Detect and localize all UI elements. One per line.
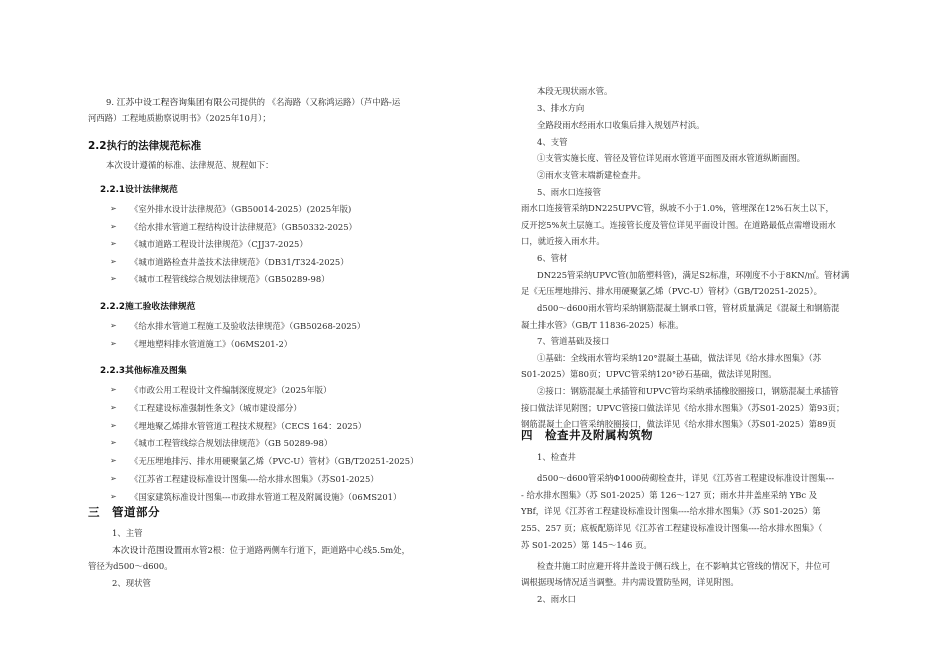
body-line: 检查井施工时应避开将井盖设于侧石线上，在不影响其它管线的情况下，井位可 xyxy=(537,561,831,571)
section-2-2-title: 2.2执行的法律规范标准 xyxy=(88,140,202,152)
body-line: 反开挖5%灰土层施工。连接管长度及管位详见平面设计图。在道路最低点需增设雨水 xyxy=(521,220,836,230)
body-line: ①支管实施长度、管径及管位详见雨水管道平面图及雨水管道纵断面图。 xyxy=(537,153,805,163)
list-item: 《埋地塑料排水管道施工》（06MS201-2） xyxy=(130,338,293,349)
list-item: 《给水排水管道工程结构设计法律规范》（GB50332-2025） xyxy=(130,221,357,232)
section-2-2-3-title: 2.2.3其他标准及图集 xyxy=(100,366,187,376)
section-3-1-para-line1 xyxy=(112,545,410,557)
body-line: 本段无现状雨水管。 xyxy=(537,86,613,96)
list-bullet-icon: ➢ xyxy=(110,221,117,231)
body-line: 3、排水方向 xyxy=(537,103,585,113)
list-bullet-icon: ➢ xyxy=(110,256,117,266)
design-scope-highlight: 本次设计范围设置 xyxy=(112,546,183,556)
list-item: 《城市道路检查井盖技术法律规范》（DB31/T324-2025） xyxy=(130,256,349,267)
list-item: 《工程建设标准强制性条文》（城市建设部分） xyxy=(130,402,302,413)
list-item: 《江苏省工程建设标准设计图集----给水排水图集》（苏S01-2025） xyxy=(130,474,379,484)
list-bullet-icon: ➢ xyxy=(110,338,117,348)
body-line: 接口做法详见附图；UPVC管接口做法详见《给水排水图集》（苏S01-2025）第93页； xyxy=(521,403,845,413)
body-line: 口，就近接入雨水井。 xyxy=(521,236,605,246)
item9-company: 江苏中设工程咨询集团有限公司 xyxy=(116,98,240,108)
body-line: 雨水口连接管采纳DN225UPVC管，纵坡不小于1.0%，管埋深在12%石灰土以下， xyxy=(521,203,834,213)
body-line: 苏 S01-2025）第 145～146 页。 xyxy=(521,540,652,550)
body-line: DN225管采纳UPVC管(加筋塑料管)，满足S2标准，环刚度不小于8KN/㎡。管材满 xyxy=(537,270,850,280)
body-line: 钢筋混凝土企口管采纳胶圈接口，做法详见《给水排水图集》（苏S01-2025）第89页 xyxy=(521,419,836,429)
item9-line2: 河西路）工程地质勘察说明书》（2025年10月）； xyxy=(88,113,271,123)
body-line: 足《无压埋地排污、排水用硬聚氯乙烯（PVC-U）管材》（GB/T20251-2025）。 xyxy=(521,286,823,296)
body-line: 凝土排水管》（GB/T 11836-2025）标准。 xyxy=(521,320,684,330)
body-line: ①基础：全线雨水管均采纳120°混凝土基础，做法详见《给水排水图集》（苏 xyxy=(537,353,821,363)
body-line: 1、检查井 xyxy=(537,452,576,462)
body-line: 调根据现场情况适当调整。井内需设置防坠网，详见附图。 xyxy=(521,577,739,587)
list-bullet-icon: ➢ xyxy=(110,491,117,501)
list-item: 《埋地聚乙烯排水管管道工程技术规程》（CECS 164：2025） xyxy=(130,420,367,431)
body-line: 全路段雨水经雨水口收集后排入规划芦村浜。 xyxy=(537,120,705,130)
body-line: d500～d600雨水管均采纳钢筋混凝土钢承口管，管材质量满足《混凝土和钢筋混 xyxy=(537,303,840,313)
body-line: 255、257 页；底板配筋详见《江苏省工程建设标准设计图集----给水排水图集》（ xyxy=(521,523,823,533)
body-line: 4、支管 xyxy=(537,137,568,147)
list-bullet-icon: ➢ xyxy=(110,420,117,430)
body-line: 2、雨水口 xyxy=(537,594,576,604)
section-3-2-label: 2、现状管 xyxy=(112,578,151,588)
section-2-2-2-title: 2.2.2施工验收法律规范 xyxy=(100,302,196,312)
list-item: 《城市道路工程设计法律规范》（CJJ37-2025） xyxy=(130,239,308,249)
body-line: S01-2025）第80页；UPVC管采纳120°砂石基础，做法详见附图。 xyxy=(521,369,777,379)
section-3-1-para-line2: 管径为d500～d600。 xyxy=(88,561,173,571)
list-bullet-icon: ➢ xyxy=(110,456,117,466)
list-item: 《城市工程管线综合规划法律规范》（GB 50289-98） xyxy=(130,438,333,449)
body-line: YBf，详见《江苏省工程建设标准设计图集----给水排水图集》（苏 S01-2025）第 xyxy=(521,506,821,516)
design-scope-text: 雨水管2根：位于道路两侧车行道下，距道路中心线5.5m处， xyxy=(182,545,410,555)
body-line: d500～d600管采纳Φ1000砖砌检查井，详见《江苏省工程建设标准设计图集--- xyxy=(537,473,835,483)
body-line: 6、管材 xyxy=(537,253,568,263)
section-2-2-1-title: 2.2.1设计法律规范 xyxy=(100,185,178,195)
list-bullet-icon: ➢ xyxy=(110,274,117,283)
list-item: 《室外排水设计法律规范》（GB50014-2025）(2025年版) xyxy=(130,204,352,214)
list-bullet-icon: ➢ xyxy=(110,204,117,213)
list-item: 《城市工程管线综合规划法律规范》（GB50289-98） xyxy=(130,274,330,284)
item9-line1 xyxy=(106,97,400,109)
list-bullet-icon: ➢ xyxy=(110,321,117,330)
section-3-1-label: 1、主管 xyxy=(112,528,143,538)
section-2-2-intro: 本次设计遵循的标准、法律规范、规程如下： xyxy=(106,160,274,170)
item9-text: 提供的 《名海路（又称鸿运路）（芦中路-运 xyxy=(239,97,401,107)
section-3-title: 三 管道部分 xyxy=(88,505,160,519)
body-line: 7、管道基础及接口 xyxy=(537,336,610,346)
list-bullet-icon: ➢ xyxy=(110,402,117,412)
list-item: 《给水排水管道工程施工及验收法律规范》（GB50268-2025） xyxy=(130,321,366,331)
body-line: - 给水排水图集》（苏 S01-2025）第 126～127 页；雨水井井盖座采纳 YBc 及 xyxy=(521,490,818,500)
list-bullet-icon: ➢ xyxy=(110,385,117,394)
list-bullet-icon: ➢ xyxy=(110,438,117,448)
item9-number: 9. xyxy=(106,97,114,107)
body-line: ②接口：钢筋混凝土承插管和UPVC管均采纳承插橡胶圈接口，钢筋混凝土承插管 xyxy=(537,386,839,396)
body-line: 5、雨水口连接管 xyxy=(537,187,601,197)
list-bullet-icon: ➢ xyxy=(110,239,117,248)
body-line: ②雨水支管末端新建检查井。 xyxy=(537,170,646,180)
list-item: 《国家建筑标准设计图集---市政排水管道工程及附属设施》（06MS201） xyxy=(130,491,402,502)
list-item: 《市政公用工程设计文件编制深度规定》（2025年版） xyxy=(130,385,332,395)
section-4-title: 四 检查井及附属构筑物 xyxy=(521,428,653,442)
list-bullet-icon: ➢ xyxy=(110,474,117,483)
list-item: 《无压埋地排污、排水用硬聚氯乙烯（PVC-U）管材》（GB/T20251-2025） xyxy=(130,456,419,467)
